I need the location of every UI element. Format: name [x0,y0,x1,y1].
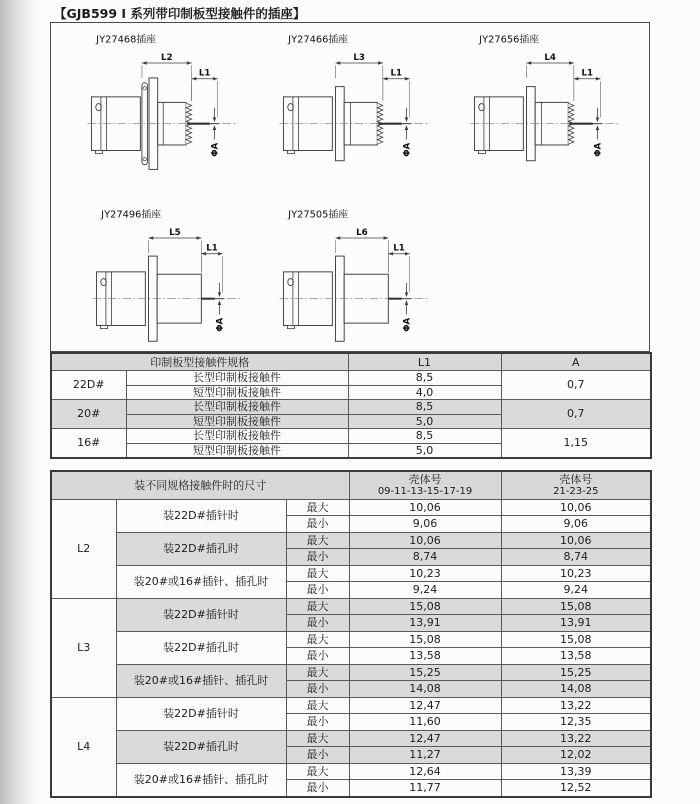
connector-drawing [468,33,626,171]
diagram-title: JY27496插座 [101,209,162,221]
dim-max-row [51,499,651,516]
contact-type-cell: 短型印制板接触件 [126,385,348,400]
dim-symbol-cell: L3 [51,598,116,697]
a-value-cell: 0,7 [501,371,651,400]
diagram-title: JY27466插座 [288,34,349,46]
dim-label-l1: L1 [206,243,218,254]
shell-a-value-cell: 15,08 [349,598,501,615]
dim-label-main: L6 [356,227,368,238]
shell-b-value-cell: 10,06 [501,499,651,516]
shell-b-value-cell: 9,24 [501,582,651,599]
shell-b-value-cell: 13,22 [501,697,651,714]
shell-a-value-cell: 9,06 [349,516,501,533]
scan-edge-shadow [0,0,36,804]
shell-b-value-cell: 13,22 [501,730,651,747]
shell-b-value-cell: 13,39 [501,763,651,780]
shell-a-value-cell: 11,77 [349,780,501,797]
dim-label-dia: ΦA [215,317,226,332]
max-label-cell: 最大 [286,697,349,714]
dim-max-row [51,565,651,582]
l1-value-cell: 5,0 [348,443,501,458]
shell-b-value-cell: 13,91 [501,615,651,632]
connector-diagram-jy27656 [468,33,626,171]
dim-symbol-cell: L4 [51,697,116,797]
max-label-cell: 最大 [286,631,349,648]
config-cell: 装20#或16#插针、插孔时 [116,565,286,598]
shell-a-value-cell: 10,23 [349,565,501,582]
max-label-cell: 最大 [286,598,349,615]
dim-max-row [51,763,651,780]
dim-symbol-cell: L2 [51,499,116,598]
shell-b-header-line2: 21-23-25 [553,485,599,497]
connector-drawing [90,208,248,346]
a-value-cell: 1,15 [501,429,651,459]
shell-a-value-cell: 9,24 [349,582,501,599]
min-label-cell: 最小 [286,681,349,698]
shell-b-value-cell: 14,08 [501,681,651,698]
shell-b-value-cell: 8,74 [501,549,651,566]
max-label-cell: 最大 [286,763,349,780]
shell-a-value-cell: 11,27 [349,747,501,764]
min-label-cell: 最小 [286,648,349,665]
shell-b-value-cell: 12,35 [501,714,651,731]
config-cell: 装20#或16#插针、插孔时 [116,664,286,697]
diagram-title: JY27505插座 [288,209,349,221]
shell-a-value-cell: 15,08 [349,631,501,648]
dim-max-row [51,730,651,747]
max-label-cell: 最大 [286,499,349,516]
connector-diagram-jy27468 [85,33,243,171]
shell-a-value-cell: 12,64 [349,763,501,780]
shell-a-value-cell: 8,74 [349,549,501,566]
contact-size-cell: 22D# [51,371,126,400]
diagram-title: JY27656插座 [479,34,540,46]
l1-value-cell: 8,5 [348,429,501,444]
contact-type-cell: 长型印制板接触件 [126,429,348,444]
max-label-cell: 最大 [286,532,349,549]
shell-b-value-cell: 12,52 [501,780,651,797]
min-label-cell: 最小 [286,780,349,797]
min-label-cell: 最小 [286,516,349,533]
contact-type-cell: 长型印制板接触件 [126,371,348,386]
config-cell: 装22D#插孔时 [116,532,286,565]
shell-b-value-cell: 15,08 [501,631,651,648]
shell-b-value-cell: 10,06 [501,532,651,549]
spec-row [51,400,651,415]
shell-a-value-cell: 12,47 [349,730,501,747]
dim-label-main: L2 [160,52,173,63]
dim-max-row [51,598,651,615]
l1-value-cell: 8,5 [348,371,501,386]
dim-max-row [51,532,651,549]
max-label-cell: 最大 [286,664,349,681]
dim-label-main: L3 [353,52,365,63]
dim-label-main: L5 [169,227,181,238]
shell-b-header-cell [501,471,651,499]
spec-row [51,371,651,386]
dim-label-dia: ΦA [402,142,413,157]
min-label-cell: 最小 [286,714,349,731]
shell-b-value-cell: 9,06 [501,516,651,533]
shell-a-header-cell [349,471,501,499]
dimension-table [50,470,652,798]
shell-b-value-cell: 15,08 [501,598,651,615]
contact-type-cell: 短型印制板接触件 [126,414,348,429]
shell-a-value-cell: 14,08 [349,681,501,698]
dim-max-row [51,697,651,714]
dim-max-row [51,664,651,681]
diagram-panel [50,22,650,352]
l1-value-cell: 5,0 [348,414,501,429]
dims-table-header-row [51,471,651,499]
contact-type-cell: 短型印制板接触件 [126,443,348,458]
connector-drawing [85,33,243,171]
shell-b-header-line1: 壳体号 [559,472,593,486]
shell-a-value-cell: 12,47 [349,697,501,714]
shell-a-value-cell: 10,06 [349,532,501,549]
dim-label-l1: L1 [393,243,405,254]
dim-label-dia: ΦA [593,142,604,157]
dim-label-l1: L1 [198,68,211,79]
l1-value-cell: 4,0 [348,385,501,400]
min-label-cell: 最小 [286,615,349,632]
contact-spec-table [50,352,652,459]
contact-size-cell: 16# [51,429,126,459]
shell-b-value-cell: 12,02 [501,747,651,764]
connector-drawing [277,208,435,346]
shell-b-value-cell: 13,58 [501,648,651,665]
shell-b-value-cell: 10,23 [501,565,651,582]
a-header-cell: A [501,353,651,371]
connector-drawing [277,33,435,171]
connector-diagram-jy27466 [277,33,435,171]
dim-label-main: L4 [544,52,556,63]
max-label-cell: 最大 [286,565,349,582]
contact-type-cell: 长型印制板接触件 [126,400,348,415]
shell-a-value-cell: 13,58 [349,648,501,665]
spec-table-header-row [51,353,651,371]
config-cell: 装22D#插孔时 [116,631,286,664]
max-label-cell: 最大 [286,730,349,747]
config-cell: 装22D#插针时 [116,499,286,532]
min-label-cell: 最小 [286,582,349,599]
dim-label-dia: ΦA [210,142,221,157]
min-label-cell: 最小 [286,549,349,566]
diagram-title: JY27468插座 [96,34,157,46]
a-value-cell: 0,7 [501,400,651,429]
spec-header-cell: 印制板型接触件规格 [51,353,348,371]
dim-label-dia: ΦA [402,317,413,332]
shell-a-header-line2: 09-11-13-15-17-19 [377,485,473,497]
contact-size-cell: 20# [51,400,126,429]
shell-a-header-line1: 壳体号 [408,472,442,486]
dim-label-l1: L1 [581,68,593,79]
min-label-cell: 最小 [286,747,349,764]
l1-header-cell: L1 [348,353,501,371]
dim-label-l1: L1 [390,68,402,79]
shell-b-value-cell: 15,25 [501,664,651,681]
config-cell: 装20#或16#插针、插孔时 [116,763,286,797]
spec-row [51,429,651,444]
connector-diagram-jy27496 [90,208,248,346]
shell-a-value-cell: 15,25 [349,664,501,681]
config-cell: 装22D#插孔时 [116,730,286,763]
config-cell: 装22D#插针时 [116,598,286,631]
page-title: 【GJB599 I 系列带印制板型接触件的插座】 [54,6,306,21]
config-cell: 装22D#插针时 [116,697,286,730]
shell-a-value-cell: 13,91 [349,615,501,632]
l1-value-cell: 8,5 [348,400,501,415]
dim-max-row [51,631,651,648]
connector-diagram-jy27505 [277,208,435,346]
shell-a-value-cell: 11,60 [349,714,501,731]
shell-a-value-cell: 10,06 [349,499,501,516]
dims-desc-header-cell: 装不同规格接触件时的尺寸 [51,471,349,499]
